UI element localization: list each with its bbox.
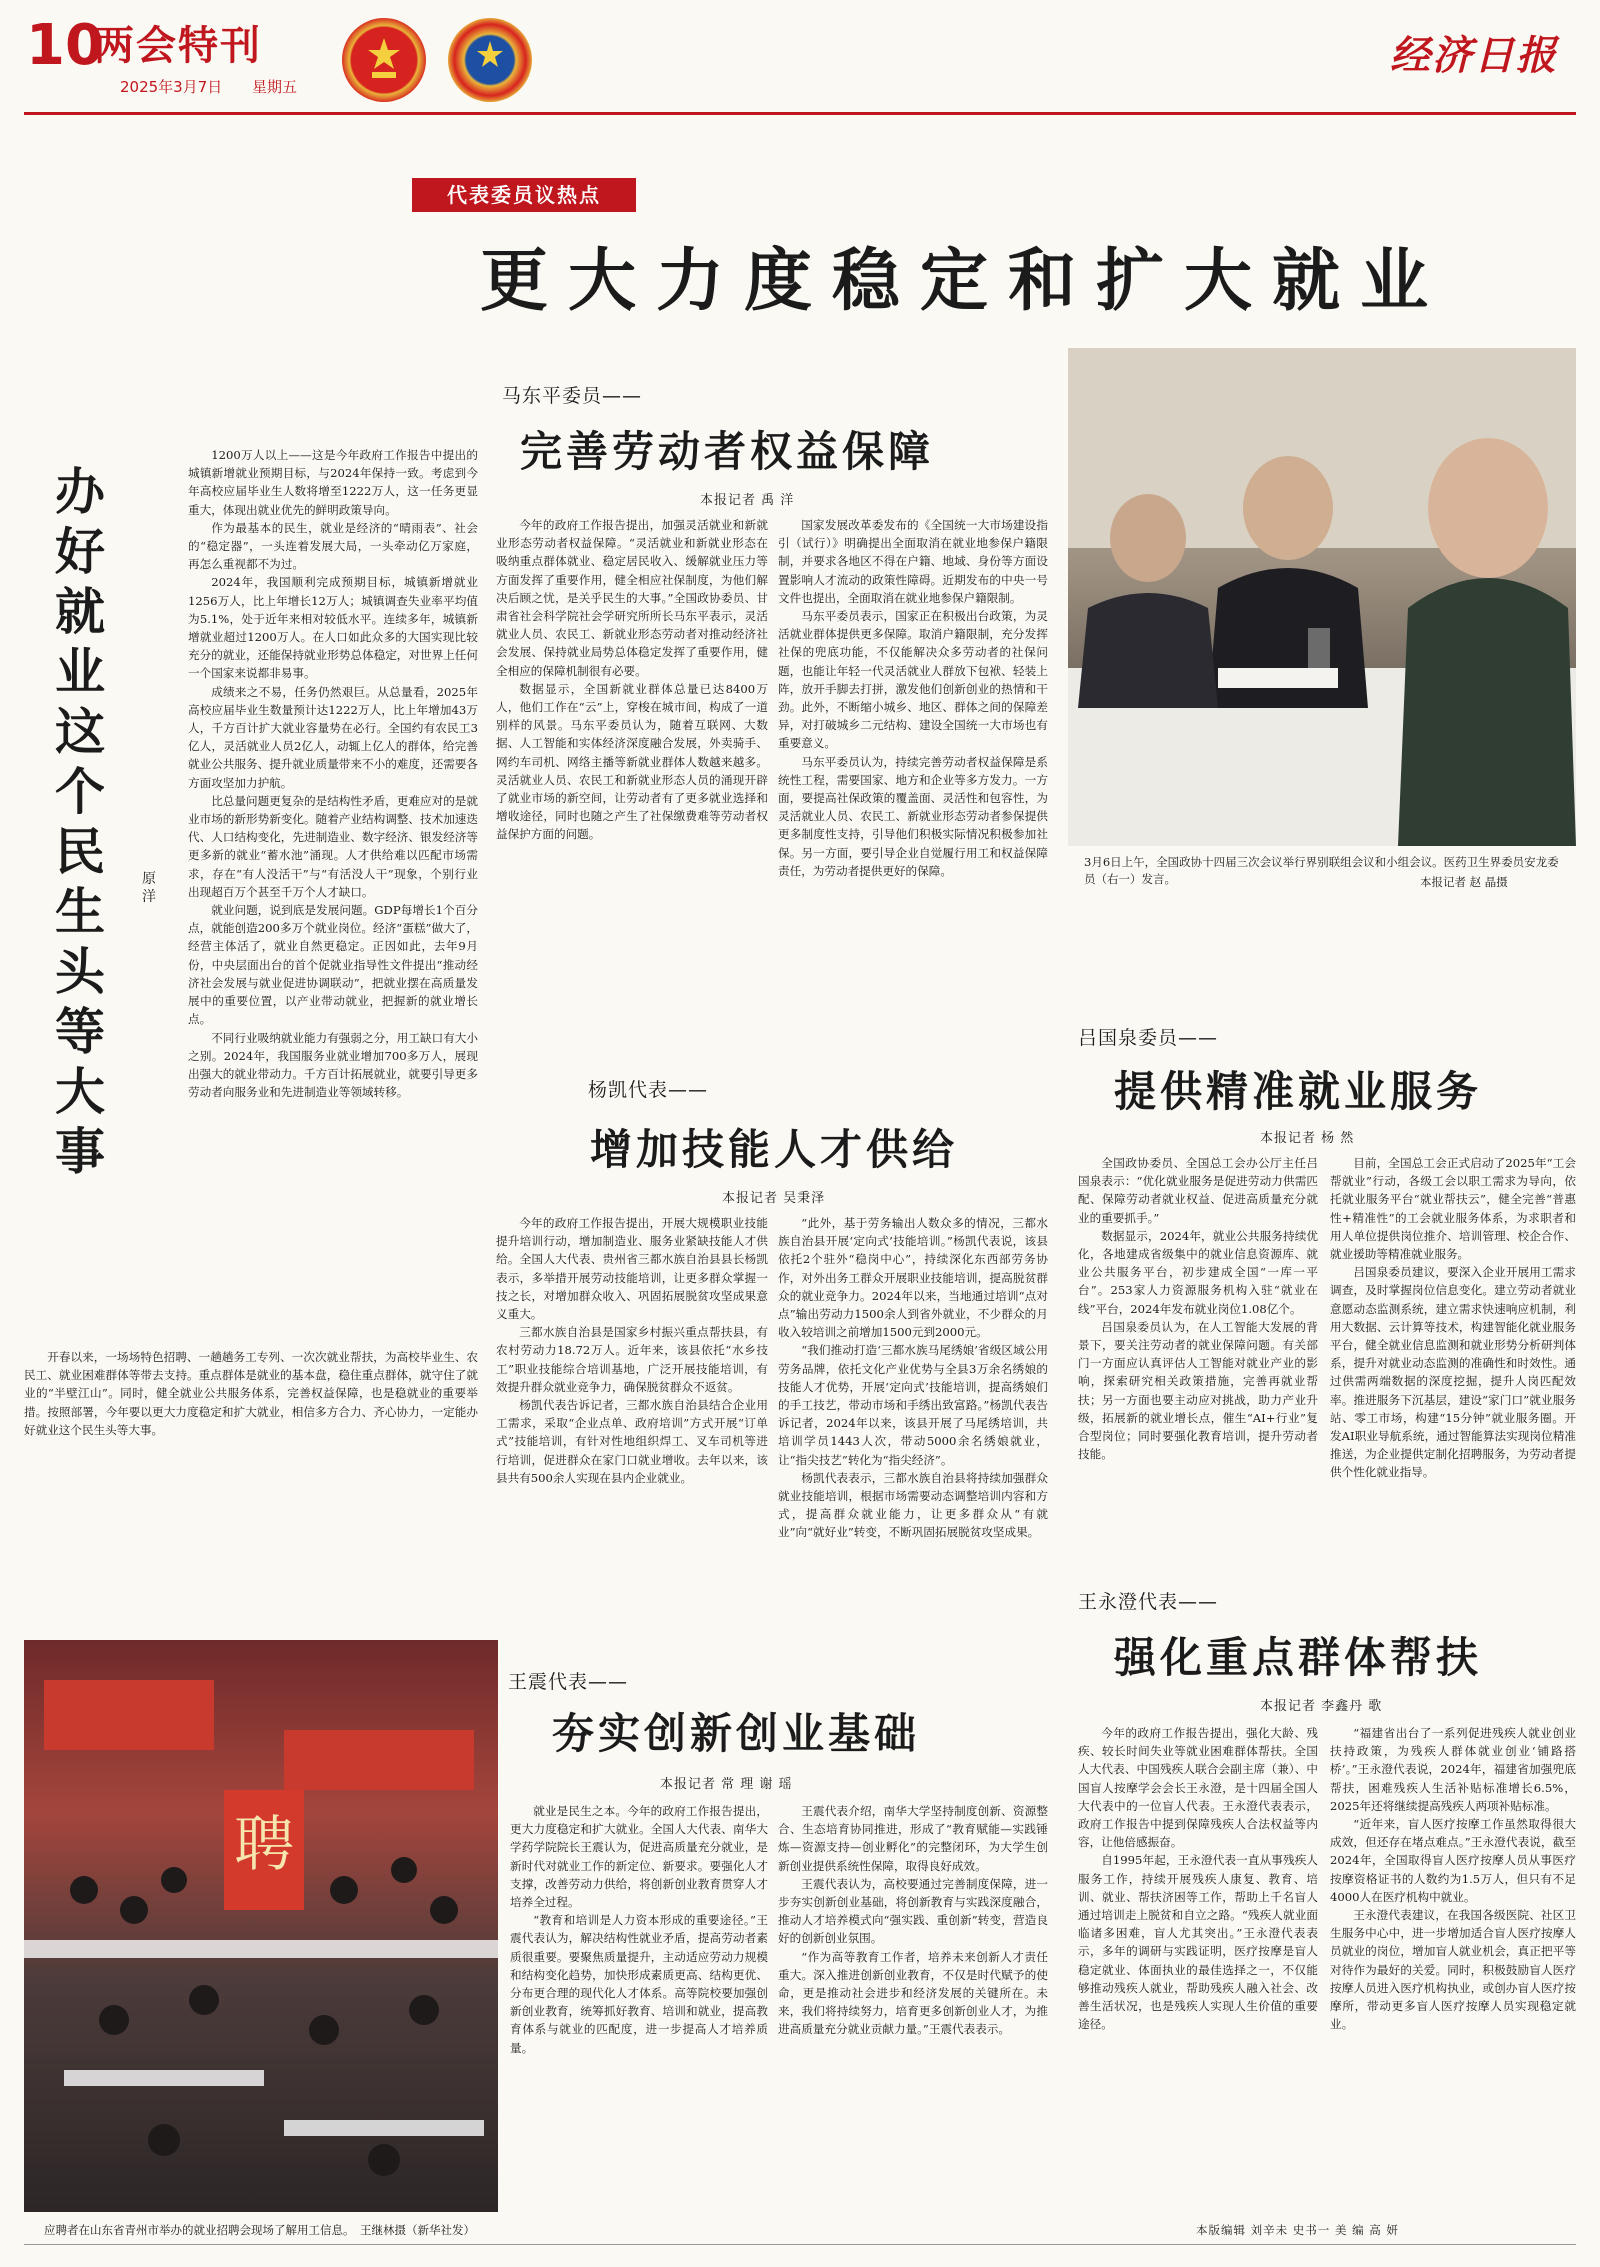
article1-paragraph: 数据显示，全国新就业群体总量已达8400万人，他们工作在“云”上，穿梭在城市间，构成了一道别样的风景。马东平委员认为，随着互联网、大数据、人工智能和实体经济深度融合发展，外卖骑手、网约车司机、网络主播等新就业群体人数越来越多。灵活就业人员、农民工和新就业形态人员的涌现开辟了就业市场的新空间，让劳动者有了更多就业选择和增收途径，同时也随之产生了社保缴费难等劳动者权益保护方面的问题。 (496, 681, 768, 842)
sidebar-author: 原洋 (142, 871, 156, 905)
article2-paragraph: “我们推动打造‘三都水族马尾绣娘’省级区域公用劳务品牌，依托文化产业优势与全县3万余名绣娘的技能人才优势，开展‘定向式’技能培训，提高绣娘们的手工技艺，带动市场和手绣出致富路。”杨凯代表告诉记者，2024年以来，该县开展了马尾绣培训，共培训学员1443人次，带动5000余名绣娘就业，让“指尖技艺”转化为“指尖经济”。 (778, 1343, 1048, 1467)
article3-byline: 本报记者 杨 然 (1260, 1131, 1355, 1146)
sidebar-paragraph: 不同行业吸纳就业能力有强弱之分，用工缺口有大小之别。2024年，我国服务业就业增加700多万人，展现出强大的就业带动力。千方百计拓展就业，就要引导更多劳动者向服务业和先进制造业等领域转移。 (188, 1030, 478, 1100)
article3-column-right (1330, 1154, 1576, 1554)
sidebar-paragraph: 2024年，我国顺利完成预期目标，城镇新增就业1256万人，比上年增长12万人；城镇调查失业率平均值为5.1%，处于近年来相对较低水平。连续多年，城镇新增就业超过1200万人。在人口如此众多的大国实现比较充分的就业，还能保持就业形势总体稳定，对世界上任何一个国家来说都非易事。 (188, 575, 478, 681)
article3-paragraph: 全国政协委员、全国总工会办公厅主任吕国泉表示：“优化就业服务是促进劳动力供需匹配、保障劳动者就业权益、促进高质量充分就业的重要抓手。” (1078, 1156, 1318, 1225)
issue-date: 2025年3月7日 (120, 78, 223, 96)
article2-paragraph: 三都水族自治县是国家乡村振兴重点帮扶县，有农村劳动力18.72万人。近年来，该县依托“水乡技工”职业技能综合培训基地，广泛开展技能培训，有效提升群众就业竞争力，确保脱贫群众不返贫。 (496, 1325, 768, 1394)
article3-title: 提供精准就业服务 (1114, 1067, 1483, 1116)
article5-speaker: 王永澄代表—— (1078, 1591, 1219, 1613)
article3-paragraph: 吕国泉委员建议，要深入企业开展用工需求调查，及时掌握岗位信息变化。建立劳动者就业意愿动态监测系统，建立需求快速响应机制，利用大数据、云计算等技术，构建智能化就业服务平台，健全就业信息监测和就业形势分析研判体系，提升对就业动态监测的准确性和时效性。通过供需两端数据的深度挖掘，提升人岗匹配效率。推进服务下沉基层，建设“家门口”就业服务站、零工市场，构建“15分钟”就业服务圈。开发AI职业导航系统，通过智能算法实现岗位精准推送，为企业提供定制化招聘服务，为劳动者提供个性化就业指导。 (1330, 1265, 1576, 1480)
article1-paragraph: 马东平委员表示，国家正在积极出台政策，为灵活就业群体提供更多保障。取消户籍限制，充分发挥社保的兜底功能，不仅能解决众多劳动者的社保问题，也能让年轻一代灵活就业人群放下包袱、轻装上阵，放开手脚去打拼，激发他们创新创业的热情和干劲。此外，不断缩小城乡、地区、群体之间的保障差异，对打破城乡二元结构、建设全国统一大市场也有重要意义。 (778, 609, 1048, 751)
article1-column-right (778, 516, 1048, 1076)
national-emblem-graphic (354, 30, 414, 90)
article2-title: 增加技能人才供给 (590, 1125, 959, 1174)
article2-paragraph: “此外，基于劳务输出人数众多的情况，三都水族自治县开展‘定向式’技能培训。”杨凯代表说，该县依托2个驻外“稳岗中心”，持续深化东西部劳务协作，对外出务工群众开展职业技能培训，提高脱贫群众的就业竞争力。2024年以来，当地通过培训“点对点”输出劳动力1500余人到省外就业，不少群众的月收入较培训之前增加1500元到2000元。 (778, 1216, 1048, 1340)
sidebar-column-lower (24, 1348, 478, 1630)
article4-paragraph: 王震代表介绍，南华大学坚持制度创新、资源整合、生态培育协同推进，形成了“教育赋能—实践锤炼—资源支持—创业孵化”的完整闭环，为大学生创新创业提供系统性保障，取得良好成效。 (778, 1804, 1048, 1873)
article1-speaker: 马东平委员—— (502, 385, 643, 407)
article4-speaker: 王震代表—— (508, 1671, 629, 1693)
article4-paragraph: “作为高等教育工作者，培养未来创新人才责任重大。深入推进创新创业教育，不仅是时代赋予的使命，更是推动社会进步和经济发展的关键所在。未来，我们将持续努力，培育更多创新创业人才，为推进高质量充分就业贡献力量。”王震代表表示。 (778, 1949, 1048, 2037)
article4-title: 夯实创新创业基础 (552, 1709, 921, 1758)
job-fair-photo (24, 1640, 498, 2212)
sidebar-paragraph: 就业问题，说到底是发展问题。GDP每增长1个百分点，就能创造200多万个就业岗位。经济“蛋糕”做大了，经营主体活了，就业自然更稳定。正因如此，去年9月份，中央层面出台的首个促就业指导性文件提出“推动经济社会发展与就业促进协调联动”，把就业摆在高质量发展中的重要位置，以产业带动就业，把握新的就业增长点。 (188, 903, 478, 1027)
masthead-rule (24, 112, 1576, 115)
job-fair-photo-graphic (24, 1640, 498, 2212)
article2-paragraph: 今年的政府工作报告提出，开展大规模职业技能提升培训行动，增加制造业、服务业紧缺技能人才供给。全国人大代表、贵州省三都水族自治县县长杨凯表示，多举措开展劳动技能培训，让更多群众掌握一技之长，对增加群众收入、巩固拓展脱贫攻坚成果意义重大。 (496, 1216, 768, 1322)
article3-speaker: 吕国泉委员—— (1078, 1027, 1219, 1049)
article5-paragraph: “近年来，盲人医疗按摩工作虽然取得很大成效，但还存在堵点难点。”王永澄代表说，截至2024年，全国取得盲人医疗按摩人员从事医疗按摩资格证书的人数约为1.5万人，但只有不足4000人在医疗机构中就业。 (1330, 1817, 1576, 1904)
sidebar-title: 办好就业这个民生头等大事 (55, 463, 105, 1181)
article5-byline: 本报记者 李鑫丹 歌 (1260, 1699, 1383, 1714)
sidebar-paragraph: 比总量问题更复杂的是结构性矛盾，更难应对的是就业市场的新形势新变化。随着产业结构调整、技术加速迭代、人口结构变化，先进制造业、数字经济、银发经济等更多新的就业“蓄水池”涌现。人才供给难以匹配市场需求，存在“有人没活干”与“有活没人干”现象，个别行业出现超百万个甚至千万个人才缺口。 (188, 793, 478, 899)
article1-paragraph: 马东平委员认为，持续完善劳动者权益保障是系统性工程，需要国家、地方和企业等多方发力。一方面，要提高社保政策的覆盖面、灵活性和包容性，为灵活就业人员、农民工、新就业形态劳动者参保提供更多制度性支持，引导他们积极实际情况积极参加社保。另一方面，要引导企业自觉履行用工和权益保障责任，为劳动者提供更好的保障。 (778, 754, 1048, 878)
sidebar-paragraph: 开春以来，一场场特色招聘、一趟趟务工专列、一次次就业帮扶，为高校毕业生、农民工、就业困难群体等带去支持。重点群体是就业的基本盘，稳住重点群体，就守住了就业的“半壁江山”。同时，健全就业公共服务体系，完善权益保障，也是稳就业的重要举措。按照部署，今年要以更大力度稳定和扩大就业，相信多方合力、齐心协力，一定能办好就业这个民生头等大事。 (24, 1350, 478, 1437)
national-emblem-icon (342, 18, 426, 102)
conference-photo-graphic (1068, 348, 1576, 846)
article4-paragraph: “教育和培训是人力资本形成的重要途径。”王震代表认为，解决结构性就业矛盾，提高劳动者素质很重要。要聚焦质量提升，主动适应劳动力规模和结构变化趋势，加快形成素质更高、结构更优、分布更合理的现代化人才体系。高等院校要加强创新创业教育，统筹抓好教育、培训和就业，提高教育体系与就业的匹配度，进一步提高人才培养质量。 (510, 1913, 768, 2055)
sidebar-paragraph: 作为最基本的民生，就业是经济的“晴雨表”、社会的“稳定器”，一头连着发展大局，一头牵动亿万家庭，再怎么重视都不为过。 (188, 520, 478, 572)
article5-paragraph: “福建省出台了一系列促进残疾人就业创业扶持政策，为残疾人群体就业创业‘铺路搭桥’。”王永澄代表说，2024年，福建省加强兜底帮扶，困难残疾人生活补贴标准增长6.5%，2025年还将继续提高残疾人两项补贴标准。 (1330, 1726, 1576, 1813)
sidebar-paragraph: 成绩来之不易，任务仍然艰巨。从总量看，2025年高校应届毕业生数量预计达1222万人，比上年增加43万人，千方百计扩大就业容量势在必行。全国约有农民工3亿人，灵活就业人员2亿人，动辄上亿人的群体，给完善就业公共服务、提升就业质量带来不小的难度，还需要各方面攻坚加力护航。 (188, 684, 478, 790)
article2-speaker: 杨凯代表—— (588, 1079, 709, 1101)
article1-paragraph: 国家发展改革委发布的《全国统一大市场建设指引（试行）》明确提出全面取消在就业地参保户籍限制，并要求各地区不得在户籍、地域、身份等方面设置影响人才流动的政策性障碍。近期发布的中央一号文件也提出，全面取消在就业地参保户籍限制。 (778, 518, 1048, 605)
article2-paragraph: 杨凯代表告诉记者，三都水族自治县结合企业用工需求，采取“企业点单、政府培训”方式开展“订单式”技能培训，有针对性地组织焊工、叉车司机等进行培训，促进群众在家门口就业增收。去年以来，该县共有500余人实现在县内企业就业。 (496, 1398, 768, 1485)
article1-paragraph: 今年的政府工作报告提出，加强灵活就业和新就业形态劳动者权益保障。“灵活就业和新就业形态在吸纳重点群体就业、稳定居民收入、缓解就业压力等方面发挥了重要作用，健全相应社保制度，为他们解决后顾之忧，是关乎民生的大事。”全国政协委员、甘肃省社会科学院社会学研究所所长马东平表示，灵活就业人员、农民工、新就业形态劳动者对推动经济社会发展、保持就业局势总体稳定发挥了重要作用，健全相应的保障机制很有必要。 (496, 518, 768, 678)
main-headline: 更大力度稳定和扩大就业 (480, 242, 1449, 321)
cppcc-emblem-icon (448, 18, 532, 102)
article5-paragraph: 王永澄代表建议，在我国各级医院、社区卫生服务中心中，进一步增加适合盲人医疗按摩人员就业的岗位，增加盲人就业机会，真正把平等对待作为最好的关爱。同时，积极鼓励盲人医疗按摩人员进入医疗机构执业，或创办盲人医疗按摩所，带动更多盲人医疗按摩人员实现稳定就业。 (1330, 1908, 1576, 2032)
article2-column-right (778, 1214, 1048, 1634)
section-kicker: 代表委员议热点 (412, 178, 636, 212)
job-fair-photo-caption: 应聘者在山东省青州市举办的就业招聘会现场了解用工信息。 (44, 2223, 355, 2237)
section-title: 两会特刊 (94, 23, 262, 69)
article4-byline: 本报记者 常 理 谢 瑶 (660, 1777, 793, 1792)
newspaper-logo: 经济日报 (1390, 32, 1558, 79)
conference-photo (1068, 348, 1576, 846)
conference-photo-caption: 3月6日上午，全国政协十四届三次会议举行界别联组会议和小组会议。医药卫生界委员安龙委员（右一）发言。 (1084, 855, 1559, 886)
article3-paragraph: 目前，全国总工会正式启动了2025年“工会帮就业”行动，各级工会以职工需求为导向，依托就业服务平台“就业帮扶云”，健全完善“普惠性+精准性”的工会就业服务体系，为求职者和用人单位提供岗位推介、培训管理、校企合作、就业援助等精准就业服务。 (1330, 1156, 1576, 1262)
article4-paragraph: 王震代表认为，高校要通过完善制度保障，进一步夯实创新创业基础，将创新教育与实践深度融合，推动人才培养模式向“强实践、重创新”转变，营造良好的创新创业氛围。 (778, 1876, 1048, 1946)
conference-photo-credit: 本报记者 赵 晶摄 (1420, 875, 1508, 889)
article5-column-right (1330, 1724, 1576, 2210)
article2-byline: 本报记者 吴秉泽 (722, 1191, 826, 1206)
article2-paragraph: 杨凯代表表示，三都水族自治县将持续加强群众就业技能培训，根据市场需要动态调整培训内容和方式，提高群众就业能力，让更多群众从“有就业”向“就好业”转变，不断巩固拓展脱贫攻坚成果。 (778, 1470, 1048, 1540)
article4-column-left (510, 1802, 768, 2210)
cppcc-emblem-graphic (465, 35, 515, 85)
page-number: 10 (26, 13, 104, 78)
sidebar-paragraph: 1200万人以上——这是今年政府工作报告中提出的城镇新增就业预期目标，与2024年保持一致。考虑到今年高校应届毕业生人数将增至1222万人，这一任务更显重大，体现出就业优先的鲜明政策导向。 (188, 448, 478, 517)
article3-column-left (1078, 1154, 1318, 1554)
footer-rule (24, 2244, 1576, 2245)
svg-text:聘: 聘 (234, 1810, 294, 1880)
article3-paragraph: 吕国泉委员认为，在人工智能大发展的背景下，要关注劳动者的就业保障问题。有关部门一方面应认真评估人工智能对就业产业的影响，探索研究相关政策措施，完善再就业帮扶；另一方面也要主动应对挑战，助力产业升级，拓展新的就业增长点，催生“AI+行业”复合型岗位；同时要强化教育培训，提升劳动者技能。 (1078, 1319, 1318, 1462)
article5-paragraph: 今年的政府工作报告提出，强化大龄、残疾、较长时间失业等就业困难群体帮扶。全国人大代表、中国残疾人联合会副主席（兼）、中国盲人按摩学会会长王永澄，是十四届全国人大代表中的一位盲人代表。王永澄代表表示，政府工作报告中提到保障残疾人合法权益等内容，让他倍感振奋。 (1078, 1726, 1318, 1850)
article1-byline: 本报记者 禹 洋 (700, 493, 795, 508)
article1-column-left (496, 516, 768, 1076)
footer-editors: 本版编辑 刘辛未 史书一 美 编 高 妍 (1196, 2223, 1399, 2237)
job-fair-photo-credit: 王继林摄（新华社发） (360, 2223, 475, 2237)
article3-paragraph: 数据显示，2024年，就业公共服务持续优化，各地建成省级集中的就业信息资源库、就业公共服务平台，初步建成全国“一库一平台”。253家人力资源服务机构入驻“就业在线”平台，2024年发布就业岗位1.08亿个。 (1078, 1228, 1318, 1316)
article5-title: 强化重点群体帮扶 (1114, 1633, 1483, 1682)
article4-paragraph: 就业是民生之本。今年的政府工作报告提出，更大力度稳定和扩大就业。全国人大代表、南华大学药学院院长王震认为，促进高质量充分就业，是新时代对就业工作的新定位、新要求。要强化人才支撑，改善劳动力供给，将创新创业教育贯穿人才培养全过程。 (510, 1804, 768, 1910)
article5-paragraph: 自1995年起，王永澄代表一直从事残疾人服务工作，持续开展残疾人康复、教育、培训、就业、帮扶济困等工作，帮助上千名盲人通过培训走上脱贫和自立之路。“残疾人就业面临诸多困难，盲人尤其突出。”王永澄代表表示，多年的调研与实践证明，医疗按摩是盲人稳定就业、体面执业的最佳选择之一，不仅能够推动残疾人就业，帮助残疾人融入社会、改善生活状况，也是残疾人实现人生价值的重要途径。 (1078, 1853, 1318, 2032)
article5-column-left (1078, 1724, 1318, 2210)
article2-column-left (496, 1214, 768, 1634)
article1-title: 完善劳动者权益保障 (520, 427, 935, 476)
article4-column-right (778, 1802, 1048, 2210)
issue-weekday: 星期五 (252, 78, 298, 96)
